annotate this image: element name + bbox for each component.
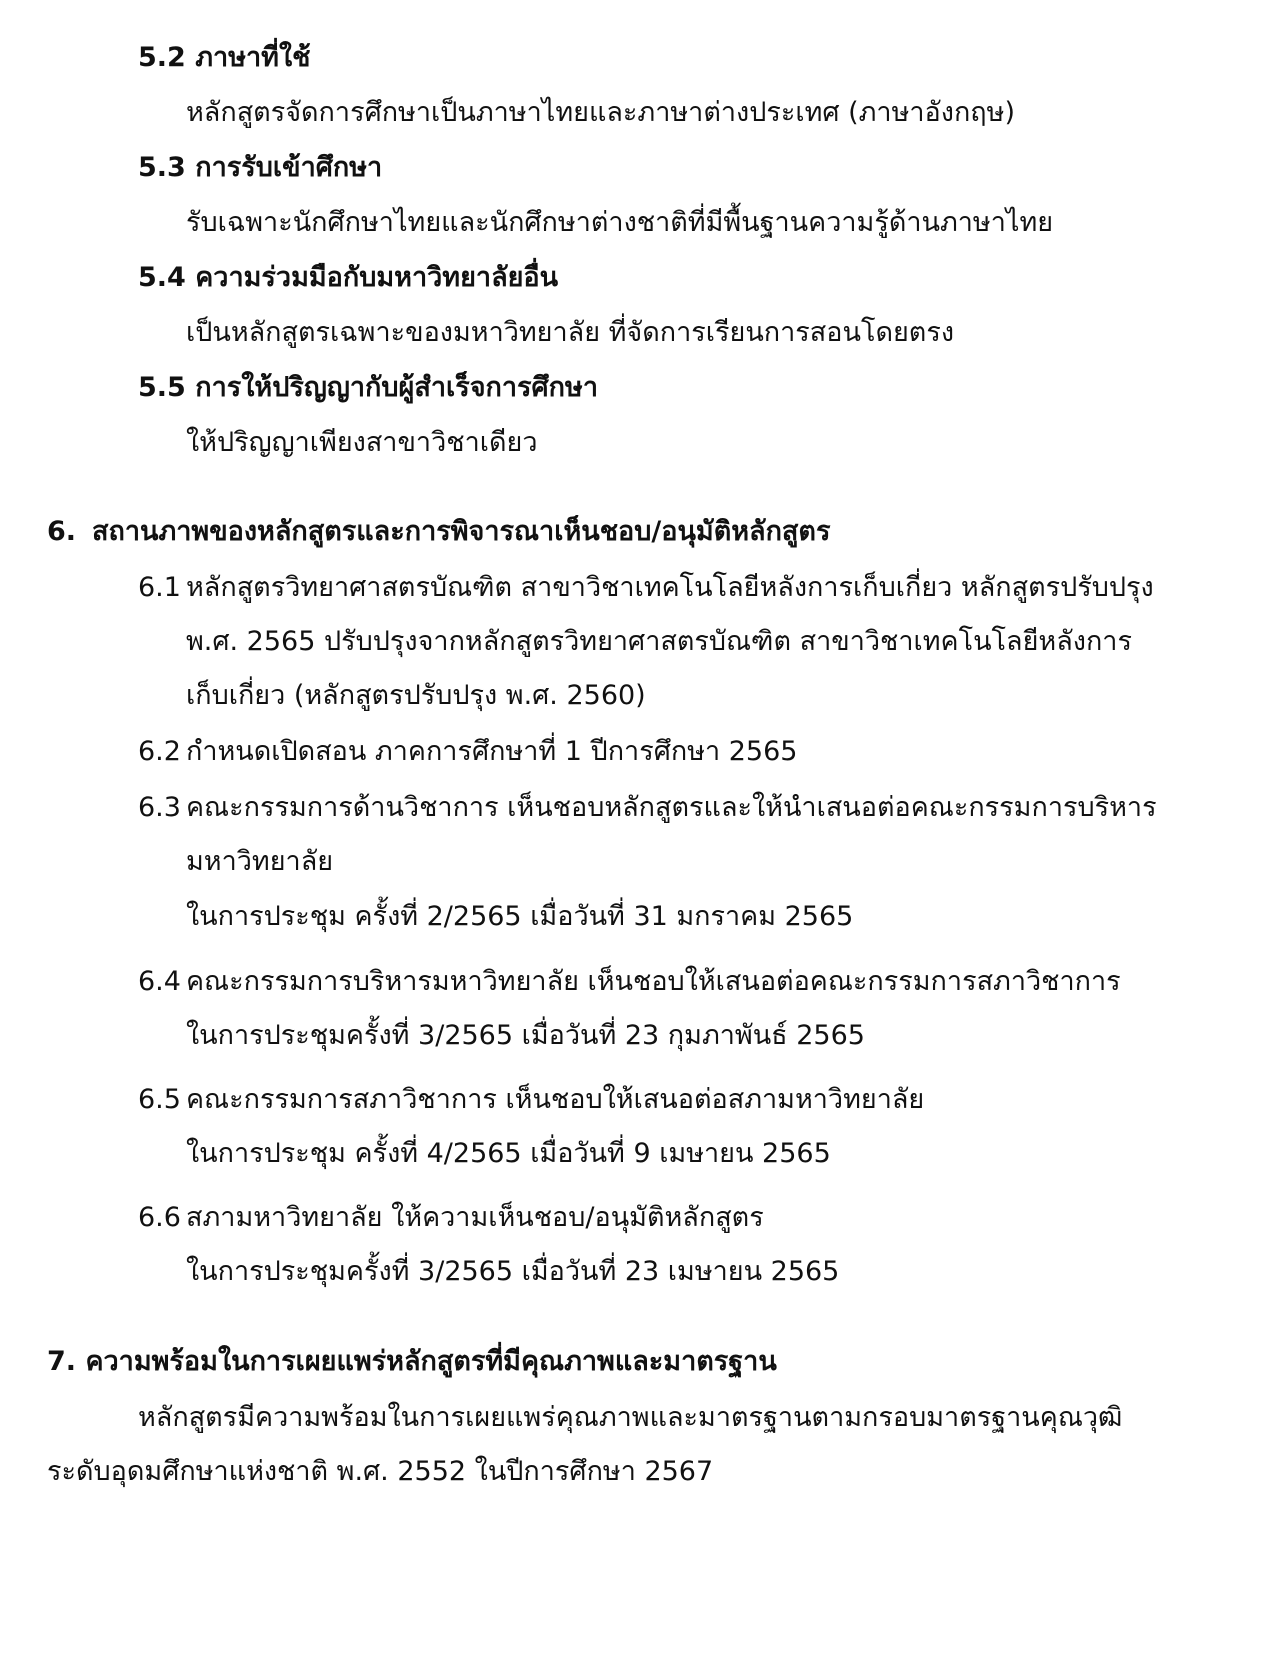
heading-5-4: 5.4 ความร่วมมือกับมหาวิทยาลัยอื่น: [138, 262, 559, 293]
item-6-1-line-1: หลักสูตรวิทยาศาสตรบัณฑิต สาขาวิชาเทคโนโลยีหลังการเก็บเกี่ยว หลักสูตรปรับปรุง: [186, 572, 1154, 603]
section-7-line-1: หลักสูตรมีความพร้อมในการเผยแพร่คุณภาพและมาตรฐานตามกรอบมาตรฐานคุณวุฒิ: [138, 1402, 1123, 1433]
item-6-1-number: 6.1: [138, 572, 181, 603]
heading-5-5: 5.5 การให้ปริญญากับผู้สำเร็จการศึกษา: [138, 372, 598, 403]
item-6-6-number: 6.6: [138, 1202, 181, 1233]
item-6-4-line-2: ในการประชุมครั้งที่ 3/2565 เมื่อวันที่ 23 กุมภาพันธ์ 2565: [186, 1020, 865, 1051]
item-6-3-line-3: ในการประชุม ครั้งที่ 2/2565 เมื่อวันที่ 31 มกราคม 2565: [186, 901, 854, 932]
item-6-5-line-1: คณะกรรมการสภาวิชาการ เห็นชอบให้เสนอต่อสภามหาวิทยาลัย: [186, 1084, 925, 1115]
heading-5-2: 5.2 ภาษาที่ใช้: [138, 42, 311, 73]
item-6-6-line-2: ในการประชุมครั้งที่ 3/2565 เมื่อวันที่ 23 เมษายน 2565: [186, 1256, 840, 1287]
section-7-heading: 7. ความพร้อมในการเผยแพร่หลักสูตรที่มีคุณภาพและมาตรฐาน: [47, 1346, 777, 1377]
body-5-3: รับเฉพาะนักศึกษาไทยและนักศึกษาต่างชาติที่มีพื้นฐานความรู้ด้านภาษาไทย: [186, 207, 1054, 238]
heading-5-3: 5.3 การรับเข้าศึกษา: [138, 152, 383, 183]
item-6-4-number: 6.4: [138, 966, 181, 997]
item-6-6-line-1: สภามหาวิทยาลัย ให้ความเห็นชอบ/อนุมัติหลักสูตร: [186, 1202, 764, 1233]
item-6-3-line-1: คณะกรรมการด้านวิชาการ เห็นชอบหลักสูตรและให้นำเสนอต่อคณะกรรมการบริหาร: [186, 792, 1157, 823]
body-5-5: ให้ปริญญาเพียงสาขาวิชาเดียว: [186, 427, 538, 458]
item-6-5-number: 6.5: [138, 1084, 181, 1115]
item-6-3-number: 6.3: [138, 792, 181, 823]
section-6-number: 6.: [47, 516, 77, 547]
item-6-4-line-1: คณะกรรมการบริหารมหาวิทยาลัย เห็นชอบให้เสนอต่อคณะกรรมการสภาวิชาการ: [186, 966, 1121, 997]
item-6-2-line-1: กำหนดเปิดสอน ภาคการศึกษาที่ 1 ปีการศึกษา 2565: [186, 736, 798, 767]
section-7-line-2: ระดับอุดมศึกษาแห่งชาติ พ.ศ. 2552 ในปีการศึกษา 2567: [47, 1456, 714, 1487]
section-6-heading: สถานภาพของหลักสูตรและการพิจารณาเห็นชอบ/อนุมัติหลักสูตร: [92, 516, 831, 547]
item-6-3-line-2: มหาวิทยาลัย: [186, 846, 334, 877]
item-6-5-line-2: ในการประชุม ครั้งที่ 4/2565 เมื่อวันที่ 9 เมษายน 2565: [186, 1138, 831, 1169]
body-5-2: หลักสูตรจัดการศึกษาเป็นภาษาไทยและภาษาต่างประเทศ (ภาษาอังกฤษ): [186, 97, 1015, 128]
body-5-4: เป็นหลักสูตรเฉพาะของมหาวิทยาลัย ที่จัดการเรียนการสอนโดยตรง: [186, 317, 955, 348]
item-6-1-line-2: พ.ศ. 2565 ปรับปรุงจากหลักสูตรวิทยาศาสตรบัณฑิต สาขาวิชาเทคโนโลยีหลังการ: [186, 626, 1132, 657]
item-6-1-line-3: เก็บเกี่ยว (หลักสูตรปรับปรุง พ.ศ. 2560): [186, 680, 646, 711]
item-6-2-number: 6.2: [138, 736, 181, 767]
